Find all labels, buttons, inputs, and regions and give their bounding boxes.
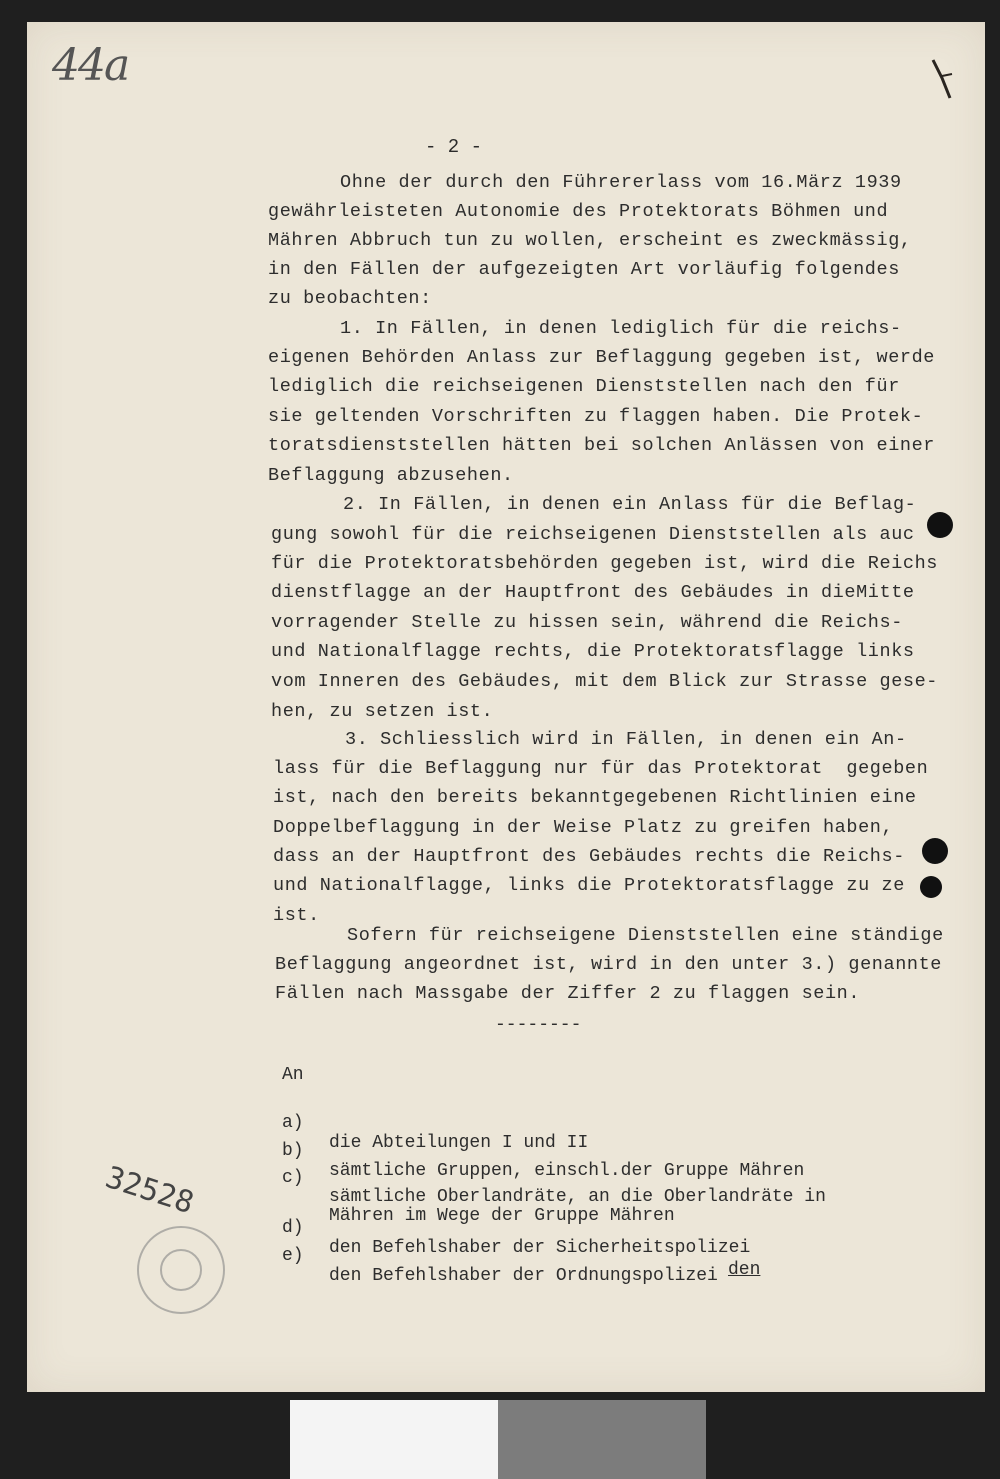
body-line: ist, nach den bereits bekanntgegebenen Richtlinien eine xyxy=(273,787,917,808)
body-line: und Nationalflagge rechts, die Protektoratsflagge links xyxy=(271,641,915,662)
body-line: Doppelbeflaggung in der Weise Platz zu greifen haben, xyxy=(273,817,894,838)
body-line: eigenen Behörden Anlass zur Beflaggung gegeben ist, werde xyxy=(268,347,936,368)
body-line: toratsdienststellen hätten bei solchen Anlässen von einer xyxy=(268,435,936,456)
body-line: ist. xyxy=(273,905,320,926)
body-line: dienstflagge an der Hauptfront des Gebäudes in dieMitte xyxy=(271,582,915,603)
archive-stamp xyxy=(137,1226,225,1314)
color-calibration-white xyxy=(290,1400,498,1479)
punch-hole xyxy=(922,838,948,864)
body-line: gung sowohl für die reichseigenen Dienststellen als auc xyxy=(271,524,915,545)
body-line: und Nationalflagge, links die Protektoratsflagge zu ze xyxy=(273,875,905,896)
address-item-text: den Befehlshaber der Sicherheitspolizei xyxy=(329,1238,751,1258)
body-line: hen, zu setzen ist. xyxy=(271,701,494,722)
address-item-letter: d) xyxy=(282,1218,304,1238)
color-calibration-gray xyxy=(498,1400,706,1479)
address-item-text: den Befehlshaber der Ordnungspolizei xyxy=(329,1266,718,1286)
body-line: zu beobachten: xyxy=(268,288,432,309)
address-item-letter: a) xyxy=(282,1113,304,1133)
body-line: in den Fällen der aufgezeigten Art vorläufig folgendes xyxy=(268,259,900,280)
section-divider: -------- xyxy=(495,1015,582,1035)
body-line: für die Protektoratsbehörden gegeben ist, wird die Reichs xyxy=(271,553,939,574)
body-line: Beflaggung abzusehen. xyxy=(268,465,514,486)
body-line: 1. In Fällen, in denen lediglich für die reichs- xyxy=(340,318,902,339)
address-item-text: die Abteilungen I und II xyxy=(329,1133,589,1153)
body-line: 3. Schliesslich wird in Fällen, in denen ein An- xyxy=(345,729,907,750)
body-line: Beflaggung angeordnet ist, wird in den unter 3.) genannte xyxy=(275,954,943,975)
punch-hole xyxy=(920,876,942,898)
body-line: gewährleisteten Autonomie des Protektorats Böhmen und xyxy=(268,201,889,222)
address-item-text: sämtliche Gruppen, einschl.der Gruppe Mähren xyxy=(329,1161,805,1181)
handwritten-page-note: 44a xyxy=(52,40,129,91)
archive-number: 32528 xyxy=(101,1160,198,1222)
body-line: lediglich die reichseigenen Dienststellen nach den für xyxy=(268,376,900,397)
address-item-text: sämtliche Oberlandräte, an die Oberlandräte in Mähren im Wege der Gruppe Mähren xyxy=(329,1187,826,1226)
page-number: - 2 - xyxy=(425,136,483,158)
body-line: sie geltenden Vorschriften zu flaggen haben. Die Protek- xyxy=(268,406,924,427)
body-line: vom Inneren des Gebäudes, mit dem Blick zur Strasse gese- xyxy=(271,671,939,692)
body-line: Ohne der durch den Führererlass vom 16.März 1939 xyxy=(340,172,902,193)
address-item-letter: e) xyxy=(282,1246,304,1266)
address-item-letter: b) xyxy=(282,1141,304,1161)
address-heading: An xyxy=(282,1065,304,1085)
body-line: Sofern für reichseigene Dienststellen eine ständige xyxy=(347,925,944,946)
body-line: dass an der Hauptfront des Gebäudes rechts die Reichs- xyxy=(273,846,905,867)
address-item-letter: c) xyxy=(282,1168,304,1188)
body-line: Mähren Abbruch tun zu wollen, erscheint es zweckmässig, xyxy=(268,230,912,251)
body-line: 2. In Fällen, in denen ein Anlass für die Beflag- xyxy=(343,494,917,515)
page-continuation: den xyxy=(728,1260,761,1280)
body-line: Fällen nach Massgabe der Ziffer 2 zu flaggen sein. xyxy=(275,983,861,1004)
pin-mark-icon xyxy=(930,58,954,102)
body-line: vorragender Stelle zu hissen sein, während die Reichs- xyxy=(271,612,903,633)
punch-hole xyxy=(927,512,953,538)
body-line: lass für die Beflaggung nur für das Protektorat gegeben xyxy=(273,758,929,779)
